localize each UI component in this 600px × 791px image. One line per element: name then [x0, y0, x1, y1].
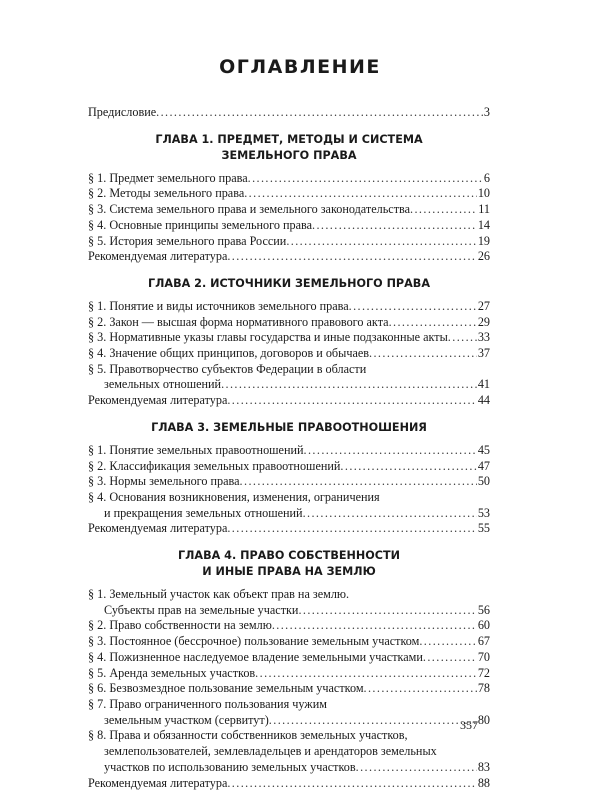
toc-entry[interactable]: [88, 249, 490, 265]
toc-entry[interactable]: [88, 681, 490, 697]
toc-entry-label: Рекомендуемая литература: [88, 393, 227, 409]
dot-leader: [349, 299, 477, 315]
toc-entry-label-cont: земельным участком (сервитут): [104, 713, 269, 729]
dot-leader: [227, 393, 476, 409]
toc-entry-label: § 3. Постоянное (бессрочное) пользование земельным участком: [88, 634, 419, 650]
dot-leader: [244, 186, 477, 202]
toc-entry[interactable]: [88, 299, 490, 315]
chapter-heading-line: ГЛАВА 4. ПРАВО СОБСТВЕННОСТИ: [88, 548, 490, 564]
dot-leader: [356, 760, 477, 776]
toc-entry[interactable]: [88, 218, 490, 234]
toc-entry-page: 27: [477, 299, 490, 315]
toc-entry-label: Предисловие: [88, 105, 156, 121]
chapter-heading-line: ГЛАВА 2. ИСТОЧНИКИ ЗЕМЕЛЬНОГО ПРАВА: [88, 276, 490, 292]
toc-entry-label: Рекомендуемая литература: [88, 521, 227, 537]
dot-leader: [269, 713, 477, 729]
toc-entry-label: § 8. Права и обязанности собственников земельных участков,: [88, 728, 408, 744]
toc-entry-label-cont: землепользователей, землевладельцев и арендаторов земельных: [104, 744, 437, 760]
toc-entry-label: § 6. Безвозмездное пользование земельным участком: [88, 681, 364, 697]
toc-entry-label-cont: и прекращения земельных отношений: [104, 506, 303, 522]
toc-entry-page: 55: [477, 521, 490, 537]
toc-entry-page: 33: [477, 330, 490, 346]
toc-entry-label: § 4. Основные принципы земельного права: [88, 218, 312, 234]
toc-entry-page: 26: [477, 249, 490, 265]
toc-entry[interactable]: [88, 443, 490, 459]
dot-leader: [156, 105, 483, 121]
toc-entry-label: § 7. Право ограниченного пользования чужим: [88, 697, 327, 713]
toc-entry[interactable]: [88, 315, 490, 331]
toc-entry[interactable]: [88, 330, 490, 346]
toc-entry-preface[interactable]: [88, 105, 490, 121]
dot-leader: [248, 171, 483, 187]
toc-entry-page: 29: [477, 315, 490, 331]
toc-entry[interactable]: [88, 234, 490, 250]
dot-leader: [410, 202, 477, 218]
toc-entry-label: § 5. Аренда земельных участков: [88, 666, 255, 682]
dot-leader: [389, 315, 477, 331]
toc-entry-page: 70: [477, 650, 490, 666]
dot-leader: [227, 249, 476, 265]
toc-entry-page: 10: [477, 186, 490, 202]
toc-entry-page: 3: [483, 105, 490, 121]
toc-entry-label: § 5. Правотворчество субъектов Федерации в области: [88, 362, 366, 378]
toc-entry[interactable]: [88, 650, 490, 666]
dot-leader: [221, 377, 477, 393]
dot-leader: [369, 346, 477, 362]
dot-leader: [312, 218, 477, 234]
toc-entry-page: 60: [477, 618, 490, 634]
chapter-heading: [88, 132, 490, 164]
toc-entry-page: 50: [477, 474, 490, 490]
toc-entry-label: § 3. Нормативные указы главы государства и иные подзаконные акты: [88, 330, 448, 346]
toc-entry-page: 14: [477, 218, 490, 234]
toc-entry-page: 80: [477, 713, 490, 729]
dot-leader: [364, 681, 477, 697]
toc-entry[interactable]: [88, 346, 490, 362]
toc-entry-page: 83: [477, 760, 490, 776]
toc-entry-label: § 1. Понятие земельных правоотношений: [88, 443, 304, 459]
toc-entry-label: § 1. Понятие и виды источников земельного права: [88, 299, 349, 315]
toc-entry[interactable]: [88, 521, 490, 537]
toc-entry-page: 6: [483, 171, 490, 187]
toc-entry-label: § 2. Методы земельного права: [88, 186, 244, 202]
dot-leader: [423, 650, 477, 666]
toc-entry-page: 44: [477, 393, 490, 409]
dot-leader: [303, 506, 477, 522]
toc-entry-label: Рекомендуемая литература: [88, 249, 227, 265]
chapter-heading: [88, 276, 490, 292]
toc-entry[interactable]: [88, 634, 490, 650]
toc-entry-label: Рекомендуемая литература: [88, 776, 227, 791]
toc-entry-multiline[interactable]: [88, 697, 490, 728]
toc-entry-label: § 4. Пожизненное наследуемое владение земельными участками: [88, 650, 423, 666]
toc-entry-label: § 1. Предмет земельного права: [88, 171, 248, 187]
chapter-heading-line: ГЛАВА 1. ПРЕДМЕТ, МЕТОДЫ И СИСТЕМА: [88, 132, 490, 148]
toc-entry-page: 56: [477, 603, 490, 619]
toc-entry-page: 41: [477, 377, 490, 393]
toc-entry-multiline[interactable]: [88, 490, 490, 521]
page-title: ОГЛАВЛЕНИЕ: [0, 56, 600, 78]
toc-entry-label: § 5. История земельного права России: [88, 234, 286, 250]
dot-leader: [255, 666, 477, 682]
toc-entry[interactable]: [88, 776, 490, 791]
toc-entry-page: 47: [477, 459, 490, 475]
toc-entry-label: § 2. Право собственности на землю: [88, 618, 272, 634]
toc-entry[interactable]: [88, 618, 490, 634]
toc-entry[interactable]: [88, 459, 490, 475]
dot-leader: [304, 443, 477, 459]
toc-entry-label-cont: участков по использованию земельных участков: [104, 760, 356, 776]
toc-entry-page: 19: [477, 234, 490, 250]
dot-leader: [286, 234, 476, 250]
toc-entry-page: 45: [477, 443, 490, 459]
toc-entry[interactable]: [88, 474, 490, 490]
toc-entry-label: § 3. Система земельного права и земельного законодательства: [88, 202, 410, 218]
toc-entry-multiline[interactable]: [88, 728, 490, 775]
dot-leader: [272, 618, 477, 634]
toc-entry-page: 78: [477, 681, 490, 697]
toc-entry-label: § 2. Классификация земельных правоотношений: [88, 459, 340, 475]
toc-entry-label: § 4. Основания возникновения, изменения, ограничения: [88, 490, 380, 506]
dot-leader: [419, 634, 476, 650]
dot-leader: [298, 603, 476, 619]
chapter-heading-line: ГЛАВА 3. ЗЕМЕЛЬНЫЕ ПРАВООТНОШЕНИЯ: [88, 420, 490, 436]
dot-leader: [227, 521, 476, 537]
table-of-contents: [88, 105, 490, 791]
toc-entry-page: 37: [477, 346, 490, 362]
toc-entry[interactable]: [88, 393, 490, 409]
chapter-heading: [88, 420, 490, 436]
toc-entry-label-cont: Субъекты прав на земельные участки: [104, 603, 298, 619]
toc-entry-label-cont: земельных отношений: [104, 377, 221, 393]
chapter-heading-line: ЗЕМЕЛЬНОГО ПРАВА: [88, 148, 490, 164]
dot-leader: [340, 459, 476, 475]
toc-entry[interactable]: [88, 171, 490, 187]
toc-entry-label: § 3. Нормы земельного права: [88, 474, 240, 490]
toc-entry-page: 53: [477, 506, 490, 522]
toc-entry-multiline[interactable]: [88, 362, 490, 393]
toc-entry[interactable]: [88, 186, 490, 202]
toc-entry[interactable]: [88, 202, 490, 218]
toc-entry-page: 11: [477, 202, 490, 218]
chapter-heading: [88, 548, 490, 580]
dot-leader: [227, 776, 476, 791]
toc-entry-page: 67: [477, 634, 490, 650]
dot-leader: [448, 330, 477, 346]
toc-entry[interactable]: [88, 666, 490, 682]
page-number: 357: [460, 718, 478, 733]
toc-entry-multiline[interactable]: [88, 587, 490, 618]
chapter-heading-line: И ИНЫЕ ПРАВА НА ЗЕМЛЮ: [88, 564, 490, 580]
toc-entry-label: § 2. Закон — высшая форма нормативного правового акта: [88, 315, 389, 331]
toc-entry-label: § 1. Земельный участок как объект прав на землю.: [88, 587, 349, 603]
toc-entry-page: 72: [477, 666, 490, 682]
toc-entry-page: 88: [477, 776, 490, 791]
dot-leader: [240, 474, 477, 490]
toc-entry-label: § 4. Значение общих принципов, договоров и обычаев: [88, 346, 369, 362]
